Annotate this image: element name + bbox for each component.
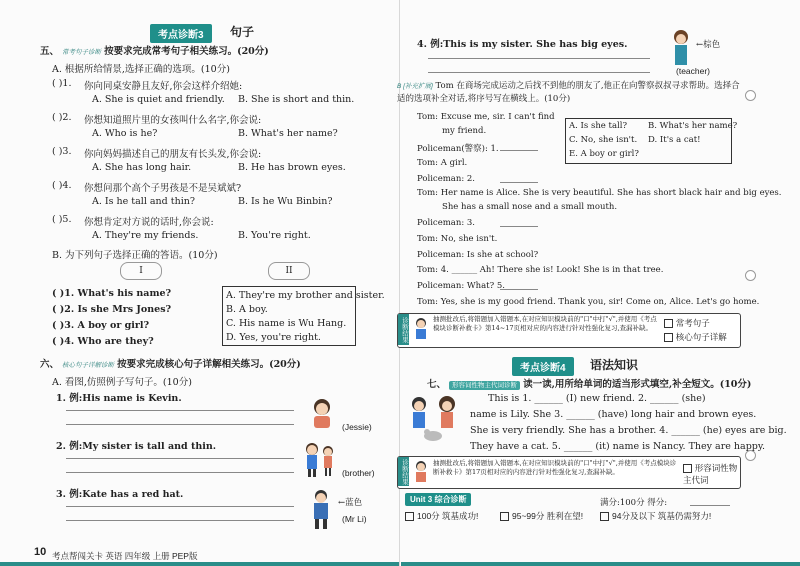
score-line (690, 505, 730, 506)
blank-line[interactable] (500, 289, 538, 290)
diagnosis-side-label: 诊断结果 (398, 314, 409, 345)
rank-item[interactable] (600, 510, 711, 522)
s5-title: 按要求完成常考句子相关练习。(20分) (104, 46, 269, 57)
friends-cat-illustration (405, 394, 463, 444)
diagnosis-side-label: 诊断结果 (398, 457, 409, 486)
dialogue-line: Tom: No, she isn't. (417, 234, 498, 244)
section-title: 语法知识 (590, 358, 639, 372)
diagnosis-text: 抽测批改后,将错题加入错题本,在对应知识模块前的"口"中打"√",并使用《考点模块诊断补救卡》第17页相对应的内容进行针对性强化复习,查漏补缺。 (433, 459, 677, 476)
dialogue-line[interactable]: Policeman: 2. (417, 174, 475, 184)
dialogue-option: A. Is she tall? (569, 121, 628, 131)
blank-line[interactable] (500, 226, 538, 227)
check-label: 形容词性物主代词 (683, 464, 738, 486)
cloze-line[interactable]: She is very friendly. She has a brother. 4. ______ (he) eyes are big. (470, 425, 787, 436)
option-b: B. He has brown eyes. (238, 162, 346, 173)
dialogue-line[interactable]: Policeman(警察): 1. (417, 144, 499, 154)
color-label-brown: ←棕色 (696, 40, 721, 50)
example-2: 2. 例:My sister is tall and thin. (56, 441, 217, 452)
item-prompt: 你想知道照片里的女孩叫什么名字,你会说: (84, 115, 262, 126)
dialogue-option: D. It's a cat! (648, 135, 701, 145)
example-1: 1. 例:His name is Kevin. (56, 393, 182, 404)
s6-A-heading: A. 看图,仿照例子写句子。(10分) (52, 377, 192, 388)
checkbox[interactable] (683, 464, 692, 473)
option-b: B. Is he Wu Binbin? (238, 196, 333, 207)
blank-line[interactable] (500, 182, 538, 183)
answer-line (66, 458, 294, 459)
teacher-illustration (668, 28, 694, 68)
answer-line (66, 506, 294, 507)
binding-hole (745, 270, 756, 281)
option-b: B. She is short and thin. (238, 94, 355, 105)
check-item[interactable] (683, 462, 739, 486)
footer-bar (0, 562, 399, 566)
check-label: 常考句子 (675, 319, 710, 329)
option-a: A. They're my friends. (92, 230, 199, 241)
option-b: B. What's her name? (238, 128, 338, 139)
s6-title: 按要求完成核心句子详解相关练习。(20分) (117, 359, 301, 370)
checkbox[interactable] (600, 512, 609, 521)
item-number[interactable]: ( )1. (52, 78, 72, 89)
dialogue-line[interactable]: Policeman: What? 5. (417, 281, 505, 291)
s7-num: 七、 (427, 379, 447, 390)
answer-option: C. His name is Wu Hang. (226, 318, 347, 329)
s7-tag: 形容词性物主代词诊断 (449, 381, 520, 390)
option-b: B. You're right. (238, 230, 311, 241)
label-mr-li: (Mr Li) (342, 514, 367, 524)
label-teacher: (teacher) (676, 66, 711, 76)
rank-label: 94分及以下 筑基仍需努力! (612, 511, 712, 521)
color-label-blue-text: 蓝色 (345, 498, 363, 508)
option-a: A. Who is he? (92, 128, 158, 139)
cloze-line[interactable]: They have a cat. 5. ______ (it) name is Nancy. They are happy. (470, 441, 765, 452)
example-3: 3. 例:Kate has a red hat. (56, 489, 184, 500)
s5-B-heading: B. 为下列句子选择正确的答语。(10分) (52, 250, 218, 261)
dialogue-option: B. What's her name? (648, 121, 738, 131)
check-item[interactable] (664, 317, 710, 329)
check-item[interactable] (664, 331, 727, 343)
dialogue-line[interactable]: Tom: 4. ______ Ah! There she is! Look! She is in that tree. (417, 265, 664, 275)
check-label: 核心句子详解 (675, 333, 727, 343)
item-number[interactable]: ( )5. (52, 214, 72, 225)
checkbox[interactable] (664, 333, 673, 342)
s6-num: 六、 (40, 359, 60, 370)
label-jessie: (Jessie) (342, 422, 372, 432)
s5-A-heading: A. 根据所给情景,选择正确的选项。(10分) (52, 64, 230, 75)
answer-line (66, 520, 294, 521)
color-label-blue: ←蓝色 (338, 498, 363, 508)
item-number[interactable]: ( )3. (52, 146, 72, 157)
s5-tag: 常考句子诊断 (62, 49, 102, 56)
label-brother: (brother) (342, 468, 375, 478)
option-a: A. She has long hair. (92, 162, 192, 173)
item-number[interactable]: ( )4. (52, 180, 72, 191)
answer-option: A. They're my brother and sister. (226, 290, 385, 301)
banner-label: 考点诊断3 (158, 30, 204, 41)
item-prompt: 你想问那个高个子男孩是不是吴斌斌? (84, 183, 242, 194)
s7-title: 读一读,用所给单词的适当形式填空,补全短文。(10分) (523, 379, 752, 390)
student-icon (412, 459, 430, 483)
dialogue-line: Tom: A girl. (417, 158, 468, 168)
dialogue-option: E. A boy or girl? (569, 149, 639, 159)
s6-heading (40, 356, 301, 370)
checkbox[interactable] (664, 319, 673, 328)
item-prompt: 你向妈妈描述自己的朋友有长头发,你会说: (84, 149, 262, 160)
option-a: A. Is he tall and thin? (92, 196, 195, 207)
item-prompt: 你向同桌安静且友好,你会这样介绍她: (84, 81, 243, 92)
s5-num: 五、 (40, 46, 60, 57)
option-a: A. She is quiet and friendly. (92, 94, 225, 105)
question[interactable]: ( )1. What's his name? (52, 288, 172, 299)
answer-option: D. Yes, you're right. (226, 332, 321, 343)
brother-illustration (300, 440, 340, 478)
blank-line[interactable] (500, 150, 538, 151)
dialogue-line: She has a small nose and a small mouth. (442, 202, 618, 212)
item-number[interactable]: ( )2. (52, 112, 72, 123)
question[interactable]: ( )4. Who are they? (52, 336, 154, 347)
dialogue-option: C. No, she isn't. (569, 135, 638, 145)
mr-li-illustration (306, 488, 336, 530)
item-prompt: 你想肯定对方说的话时,你会说: (84, 217, 214, 228)
B-heading (397, 80, 742, 106)
unit-label: Unit 3 综合诊断 (405, 493, 471, 506)
section-banner (512, 357, 574, 376)
answer-line (428, 58, 650, 59)
binding-hole (745, 90, 756, 101)
dialogue-line: Policeman: Is she at school? (417, 250, 539, 260)
answer-option: B. A boy. (226, 304, 268, 315)
dialogue-line: Tom: Excuse me, sir. I can't find (417, 112, 555, 122)
cloze-line[interactable]: name is Lily. She 3. ______ (have) long hair and brown eyes. (470, 409, 757, 420)
checkbox[interactable] (405, 512, 414, 521)
s7-heading (427, 376, 751, 390)
answer-line (66, 472, 294, 473)
question[interactable]: ( )3. A boy or girl? (52, 320, 150, 331)
footer-bar (401, 562, 800, 566)
rank-label: 95~99分 胜利在望! (512, 511, 584, 521)
s6-tag: 核心句子详解诊断 (62, 362, 115, 369)
s5-heading (40, 43, 269, 57)
page-number: 10 (34, 546, 47, 558)
answer-line (428, 72, 650, 73)
jessie-illustration (302, 396, 342, 430)
cloze-line[interactable]: This is 1. ______ (I) new friend. 2. ______ (she) (488, 393, 706, 404)
section-title: 句子 (230, 25, 255, 39)
question[interactable]: ( )2. Is she Mrs Jones? (52, 304, 172, 315)
answer-line (66, 424, 294, 425)
footer-text: 考点帮闯关卡 英语 四年级 上册 PEP版 (52, 551, 198, 561)
rank-label: 100分 筑基成功! (417, 511, 479, 521)
rank-item[interactable] (405, 510, 478, 522)
dialogue-line[interactable]: Policeman: 3. (417, 218, 475, 228)
col-II-header: II (268, 262, 310, 280)
answer-line (66, 410, 294, 411)
col-I-header: I (120, 262, 162, 280)
color-label-brown-text: 棕色 (703, 40, 721, 50)
rank-item[interactable] (500, 510, 583, 522)
dialogue-line: Tom: Her name is Alice. She is very beautiful. She has short black hair and big eyes. (417, 188, 782, 198)
B-tag: B [补充扩展] (397, 83, 433, 90)
B-heading-text: Tom 在商场完成运动之后找不到他的朋友了,他正在向警察叔叔寻求帮助。选择合适的选项补全对话,将序号写在横线上。(10分) (397, 81, 740, 104)
student-icon (412, 316, 430, 340)
section-banner (150, 24, 212, 43)
score-label: 满分:100分 得分: (600, 498, 668, 508)
diagnosis-text: 抽测批改后,将错题加入错题本,在对应知识模块前的"口"中打"√",并使用《考点模块诊断补救卡》第14~17页相对应的内容进行针对性强化复习,查漏补缺。 (433, 315, 657, 332)
example-4: 4. 例:This is my sister. She has big eyes. (417, 39, 628, 50)
checkbox[interactable] (500, 512, 509, 521)
dialogue-line: my friend. (442, 126, 487, 136)
dialogue-line: Tom: Yes, she is my good friend. Thank you, sir! Come on, Alice. Let's go home. (417, 297, 760, 307)
banner-label: 考点诊断4 (520, 363, 566, 374)
